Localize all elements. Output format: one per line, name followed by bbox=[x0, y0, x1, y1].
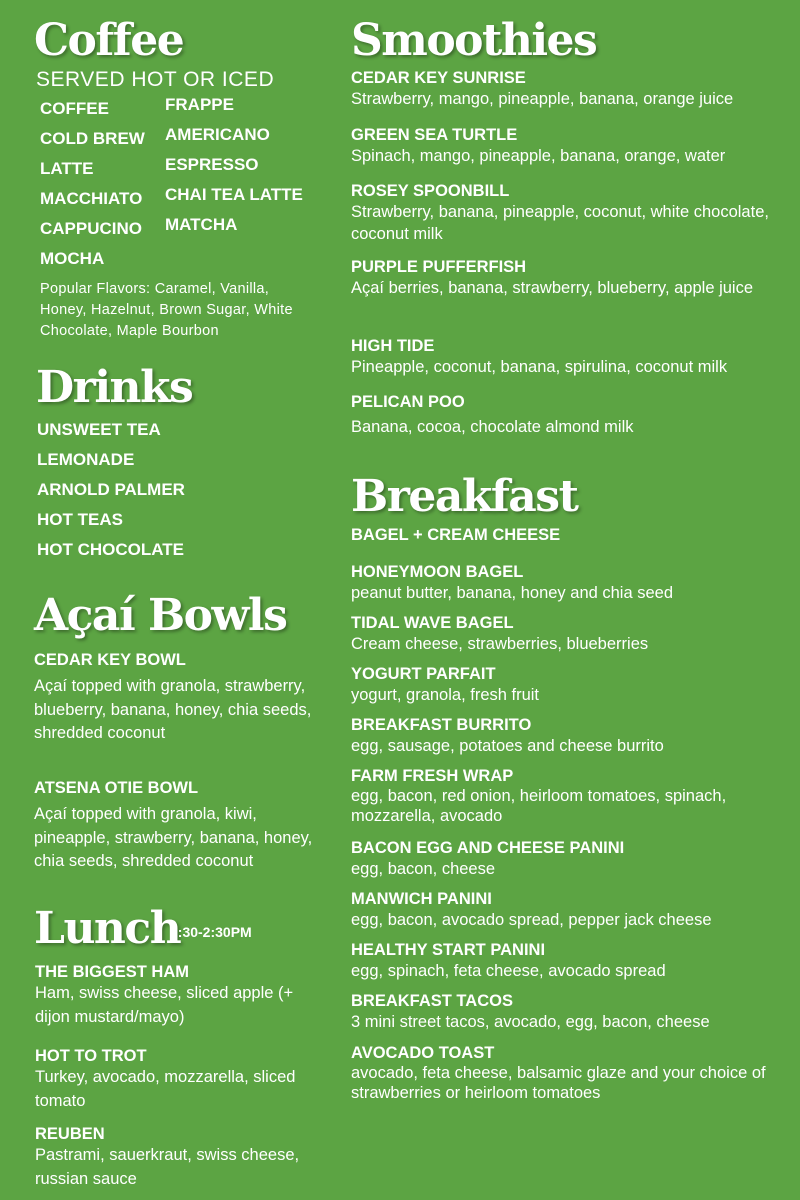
drinks-item: UNSWEET TEA bbox=[37, 420, 161, 439]
breakfast-item-desc: egg, bacon, red onion, heirloom tomatoes, spinach, mozzarella, avocado bbox=[351, 787, 727, 825]
breakfast-item-desc: yogurt, granola, fresh fruit bbox=[351, 686, 540, 704]
lunch-title: Lunch bbox=[34, 903, 181, 954]
breakfast-item-desc: egg, spinach, feta cheese, avocado spread bbox=[351, 962, 666, 980]
smoothie-item-name: PELICAN POO bbox=[351, 393, 465, 411]
breakfast-item-name: HONEYMOON BAGEL bbox=[351, 563, 524, 581]
breakfast-item-name: MANWICH PANINI bbox=[351, 890, 492, 908]
breakfast-item bbox=[351, 940, 797, 982]
smoothie-item-name: GREEN SEA TURTLE bbox=[351, 126, 518, 144]
breakfast-item-name: BREAKFAST BURRITO bbox=[351, 716, 532, 734]
breakfast-item-name: BREAKFAST TACOS bbox=[351, 992, 513, 1010]
breakfast-item-name: HEALTHY START PANINI bbox=[351, 941, 546, 959]
drinks-item: HOT TEAS bbox=[37, 510, 123, 529]
smoothie-item bbox=[351, 392, 797, 438]
smoothie-item-name: CEDAR KEY SUNRISE bbox=[351, 69, 526, 87]
coffee-item: COLD BREW bbox=[40, 129, 145, 148]
coffee-item: MACCHIATO bbox=[40, 189, 143, 208]
breakfast-title: Breakfast bbox=[351, 471, 578, 522]
smoothie-item-desc: Açaí berries, banana, strawberry, blueberry, apple juice bbox=[351, 279, 754, 297]
smoothie-item bbox=[351, 181, 771, 245]
breakfast-item bbox=[351, 838, 797, 880]
acai-item bbox=[34, 778, 314, 874]
smoothies-title: Smoothies bbox=[351, 15, 597, 66]
smoothie-item bbox=[351, 336, 797, 378]
acai-item-name: CEDAR KEY BOWL bbox=[34, 651, 186, 669]
breakfast-item bbox=[351, 664, 797, 706]
breakfast-item-desc: Cream cheese, strawberries, blueberries bbox=[351, 635, 649, 653]
smoothie-item bbox=[351, 257, 781, 299]
lunch-item-desc: Pastrami, sauerkraut, swiss cheese, russian sauce bbox=[35, 1146, 300, 1188]
smoothie-item bbox=[351, 68, 797, 110]
coffee-item: CHAI TEA LATTE bbox=[165, 185, 303, 204]
coffee-list-left bbox=[40, 94, 145, 274]
lunch-item-desc: Ham, swiss cheese, sliced apple (+ dijon mustard/mayo) bbox=[35, 984, 294, 1026]
breakfast-item-name: BACON EGG AND CHEESE PANINI bbox=[351, 839, 625, 857]
breakfast-item bbox=[351, 525, 797, 545]
breakfast-item bbox=[351, 766, 797, 826]
lunch-item-name: THE BIGGEST HAM bbox=[35, 963, 190, 981]
smoothie-item-desc: Strawberry, mango, pineapple, banana, orange juice bbox=[351, 90, 734, 108]
breakfast-item-name: FARM FRESH WRAP bbox=[351, 767, 514, 785]
lunch-item bbox=[35, 1046, 310, 1113]
acai-item-desc: Açaí topped with granola, strawberry, blueberry, banana, honey, chia seeds, shredded coconut bbox=[34, 677, 312, 742]
coffee-item: MOCHA bbox=[40, 249, 105, 268]
acai-item bbox=[34, 650, 314, 746]
coffee-item: MATCHA bbox=[165, 215, 238, 234]
breakfast-item bbox=[351, 562, 797, 604]
coffee-item: COFFEE bbox=[40, 99, 109, 118]
smoothie-item-name: PURPLE PUFFERFISH bbox=[351, 258, 527, 276]
breakfast-item bbox=[351, 613, 797, 655]
breakfast-item-desc: egg, bacon, avocado spread, pepper jack cheese bbox=[351, 911, 712, 929]
coffee-flavors: Popular Flavors: Caramel, Vanilla, Honey, Hazelnut, Brown Sugar, White Chocolate, Maple Bourbon bbox=[40, 281, 293, 339]
drinks-item: ARNOLD PALMER bbox=[37, 480, 185, 499]
lunch-item-name: REUBEN bbox=[35, 1125, 105, 1143]
breakfast-item bbox=[351, 715, 797, 757]
lunch-item-desc: Turkey, avocado, mozzarella, sliced tomato bbox=[35, 1068, 296, 1110]
breakfast-item-name: TIDAL WAVE BAGEL bbox=[351, 614, 514, 632]
smoothie-item-desc: Pineapple, coconut, banana, spirulina, coconut milk bbox=[351, 358, 728, 376]
breakfast-item-desc: 3 mini street tacos, avocado, egg, bacon, cheese bbox=[351, 1013, 710, 1031]
smoothie-item bbox=[351, 125, 797, 167]
coffee-item: FRAPPE bbox=[165, 95, 234, 114]
drinks-title: Drinks bbox=[36, 362, 193, 413]
smoothie-item-desc: Strawberry, banana, pineapple, coconut, white chocolate, coconut milk bbox=[351, 203, 769, 243]
breakfast-item-name: YOGURT PARFAIT bbox=[351, 665, 496, 683]
breakfast-item-desc: egg, sausage, potatoes and cheese burrito bbox=[351, 737, 664, 755]
coffee-list-right bbox=[165, 90, 303, 240]
breakfast-item bbox=[351, 889, 797, 931]
breakfast-item-desc: egg, bacon, cheese bbox=[351, 860, 496, 878]
lunch-item-name: HOT TO TROT bbox=[35, 1047, 147, 1065]
lunch-item bbox=[35, 1124, 310, 1191]
acai-item-desc: Açaí topped with granola, kiwi, pineapple, strawberry, banana, honey, chia seeds, shredded coconut bbox=[34, 805, 313, 870]
breakfast-item bbox=[351, 991, 797, 1033]
breakfast-item-name: AVOCADO TOAST bbox=[351, 1044, 495, 1062]
drinks-list bbox=[37, 415, 185, 565]
coffee-title: Coffee bbox=[34, 15, 184, 66]
smoothie-item-desc: Spinach, mango, pineapple, banana, orange, water bbox=[351, 147, 726, 165]
breakfast-item-name: BAGEL + CREAM CHEESE bbox=[351, 526, 561, 544]
breakfast-item-desc: avocado, feta cheese, balsamic glaze and your choice of strawberries or heirloom tomatoes bbox=[351, 1064, 766, 1102]
acai-title: Açaí Bowls bbox=[34, 590, 287, 641]
smoothie-item-desc: Banana, cocoa, chocolate almond milk bbox=[351, 418, 634, 436]
drinks-item: HOT CHOCOLATE bbox=[37, 540, 185, 559]
lunch-hours: 7:30-2:30PM bbox=[170, 924, 252, 940]
coffee-item: LATTE bbox=[40, 159, 94, 178]
acai-item-name: ATSENA OTIE BOWL bbox=[34, 779, 199, 797]
lunch-item bbox=[35, 962, 310, 1029]
coffee-item: CAPPUCINO bbox=[40, 219, 143, 238]
drinks-item: LEMONADE bbox=[37, 450, 135, 469]
coffee-subtitle: SERVED HOT OR ICED bbox=[36, 68, 275, 91]
coffee-item: ESPRESSO bbox=[165, 155, 259, 174]
coffee-item: AMERICANO bbox=[165, 125, 270, 144]
smoothie-item-name: HIGH TIDE bbox=[351, 337, 435, 355]
breakfast-item bbox=[351, 1043, 797, 1103]
smoothie-item-name: ROSEY SPOONBILL bbox=[351, 182, 510, 200]
breakfast-item-desc: peanut butter, banana, honey and chia seed bbox=[351, 584, 674, 602]
